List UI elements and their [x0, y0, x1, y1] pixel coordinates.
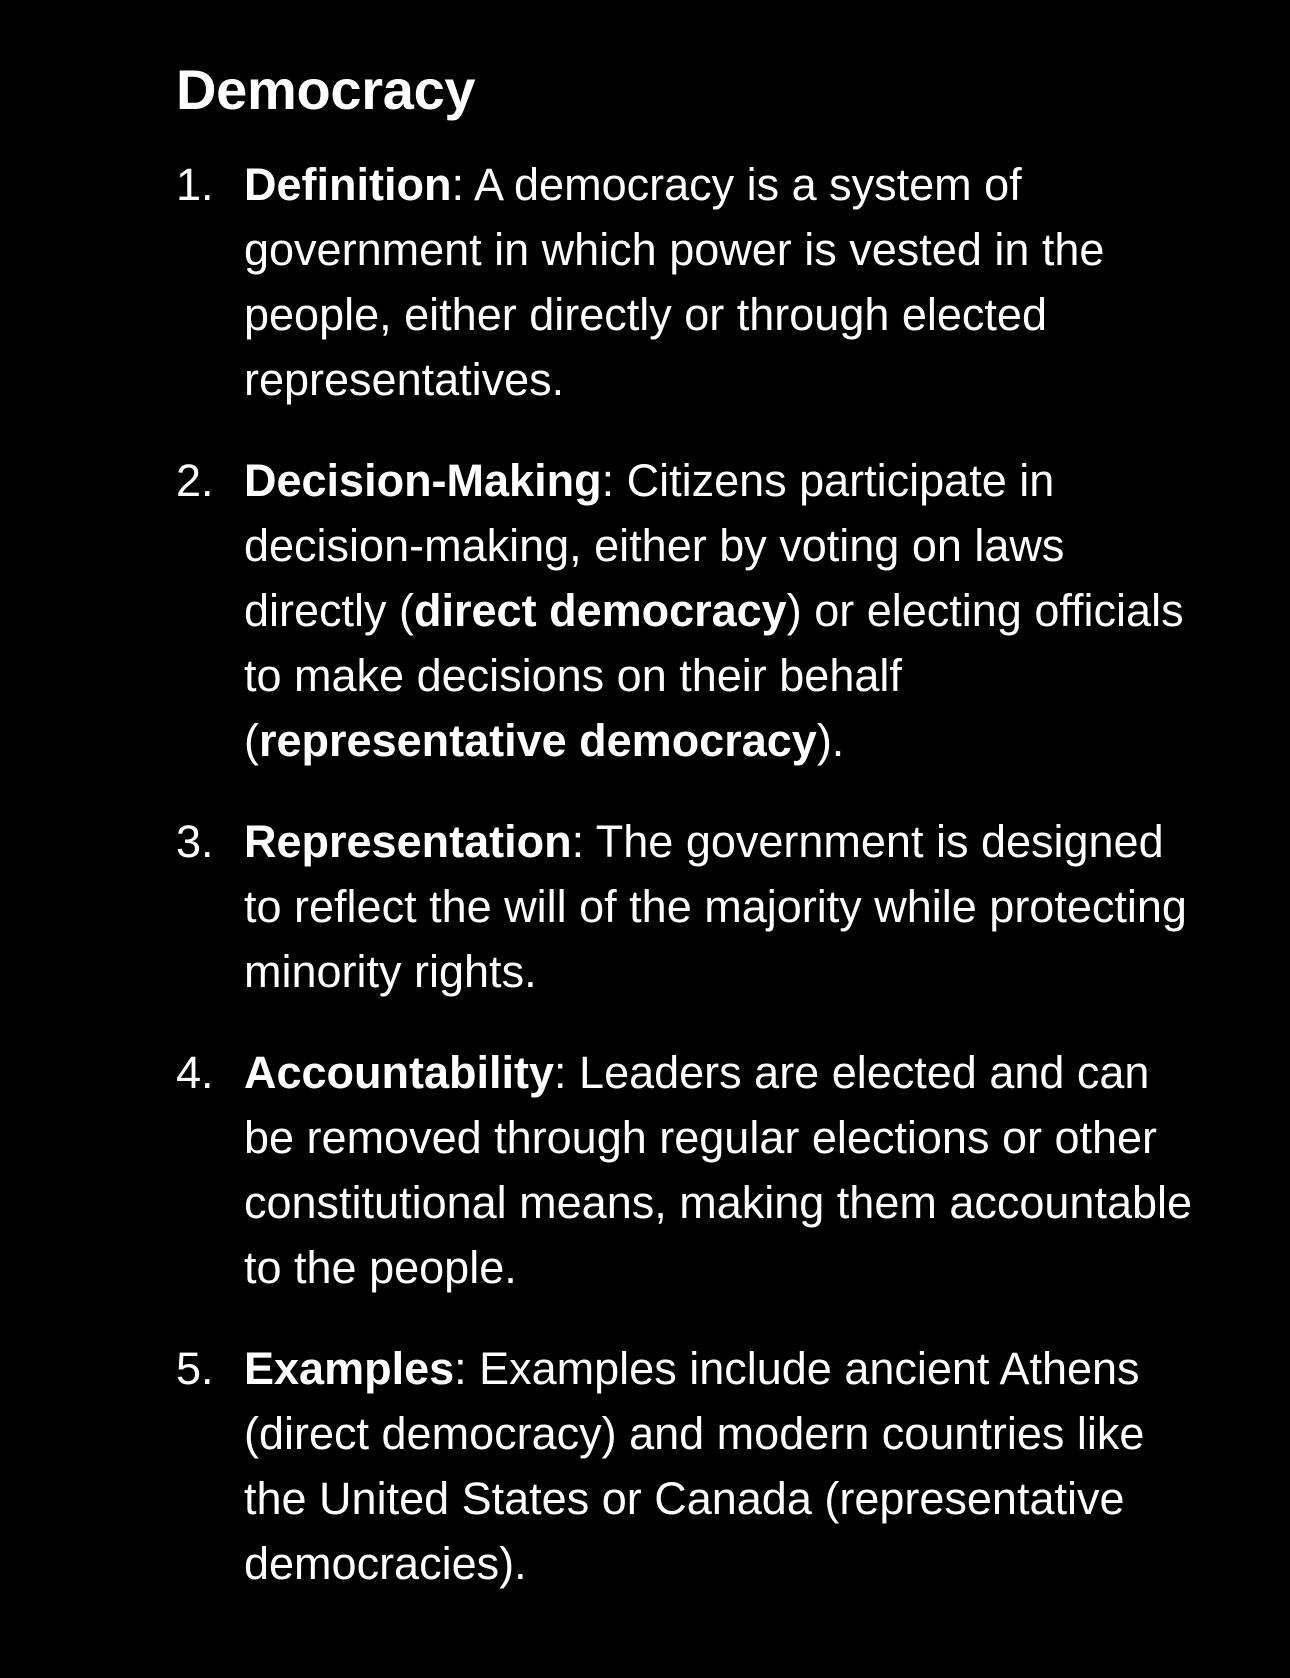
message-content — [176, 52, 1196, 1596]
list-item — [176, 809, 1196, 1004]
list-number: 1. — [176, 159, 214, 210]
point-text: : Examples include ancient Athens (direct democracy) and modern countries like the United States or Canada (representative democracies). — [244, 1343, 1145, 1589]
point-text: : A democracy is a system of government in which power is vested in the people, either directly or through elected representatives. — [244, 159, 1105, 405]
point-term: Examples — [244, 1343, 455, 1394]
list-item — [176, 1040, 1196, 1300]
list-number: 3. — [176, 816, 214, 867]
list-number: 4. — [176, 1047, 214, 1098]
point-text: ) or electing officials to make decisions on their behalf ( — [244, 585, 1184, 766]
list-item — [176, 448, 1196, 773]
point-text: ). — [816, 715, 845, 766]
list-item — [176, 1336, 1196, 1596]
bold-phrase: representative democracy — [259, 715, 817, 766]
section-heading: Democracy — [176, 58, 476, 121]
list-item — [176, 152, 1196, 412]
point-text: : Citizens participate in decision-making, either by voting on laws directly ( — [244, 455, 1065, 636]
list-number: 2. — [176, 455, 214, 506]
point-term: Representation — [244, 816, 572, 867]
points-list — [176, 152, 1196, 1596]
point-term: Accountability — [244, 1047, 555, 1098]
bold-phrase: direct democracy — [414, 585, 787, 636]
point-text: : The government is designed to reflect the will of the majority while protecting minority rights. — [244, 816, 1187, 997]
point-text: : Leaders are elected and can be removed through regular elections or other constitutional means, making them accountable to the people. — [244, 1047, 1193, 1293]
point-term: Definition — [244, 159, 452, 210]
list-number: 5. — [176, 1343, 214, 1394]
point-term: Decision-Making — [244, 455, 602, 506]
